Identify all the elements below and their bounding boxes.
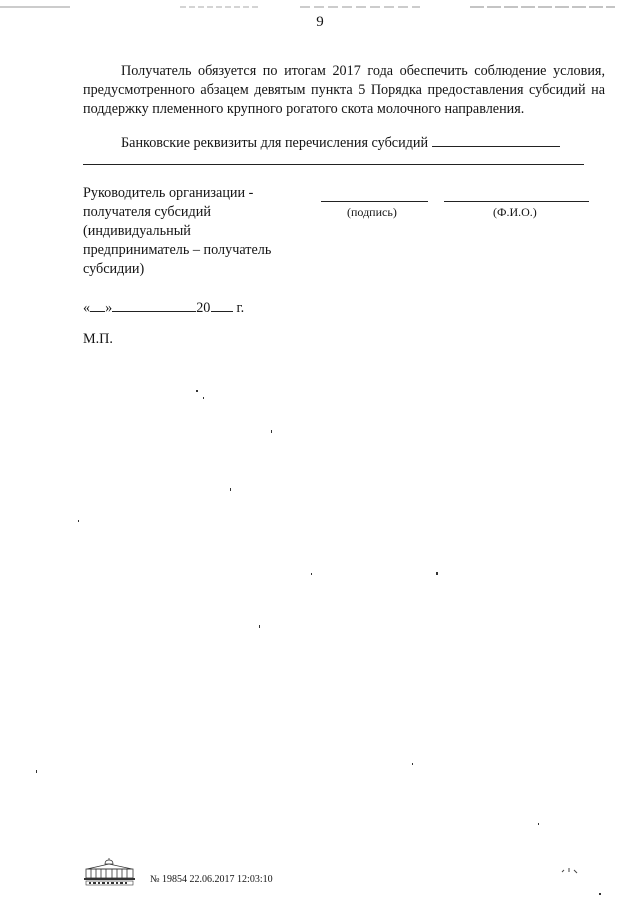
signature-caption: (подпись): [347, 205, 397, 219]
registration-number-and-timestamp: № 19854 22.06.2017 12:03:10: [150, 874, 273, 885]
date-open-quote: «: [83, 300, 91, 316]
scan-speck: [311, 573, 312, 575]
scan-speck: [599, 893, 601, 895]
bank-details-label: Банковские реквизиты для перечисления субсидий: [121, 135, 429, 151]
head-of-organization-block: [83, 184, 313, 279]
signature-blank-line: [321, 201, 428, 202]
page-number: 9: [316, 14, 324, 30]
seal-place-label: М.П.: [83, 331, 113, 347]
date-suffix: г.: [236, 300, 245, 316]
bank-details-row: [121, 134, 560, 152]
date-close-quote: »: [105, 300, 113, 316]
scan-speck: [271, 430, 272, 433]
scan-speck: [538, 823, 539, 825]
obligation-paragraph: Получатель обязуется по итогам 2017 года обеспечить соблюдение условия, предусмотренного абзацем девятым пункта 5 Порядка предоставления субсидий на поддержку племенного крупного рогатого скота молочного направления.: [83, 63, 605, 117]
scan-speck: [203, 397, 204, 399]
scan-speck: [412, 763, 413, 765]
bank-details-blank: [432, 134, 560, 147]
head-line: Руководитель организации -: [83, 185, 254, 201]
day-blank: [90, 299, 105, 312]
scan-speck: [436, 572, 438, 575]
scan-speck: [196, 390, 198, 392]
year-blank: [211, 299, 233, 312]
scan-speck: [36, 770, 37, 773]
scan-speck: [78, 520, 79, 522]
scan-top-edge: [0, 6, 640, 8]
name-caption: (Ф.И.О.): [493, 205, 537, 219]
head-line: получателя субсидий: [83, 204, 211, 220]
bank-details-blank-line: [83, 164, 584, 165]
name-blank-line: [444, 201, 589, 202]
head-line: (индивидуальный: [83, 223, 191, 239]
scan-corner-marks: [560, 864, 584, 876]
head-line: предприниматель – получатель: [83, 242, 272, 258]
year-prefix: 20: [196, 300, 211, 316]
scan-speck: [259, 625, 260, 628]
month-blank: [112, 299, 196, 312]
registry-building-stamp-icon: [82, 858, 137, 886]
head-line: субсидии): [83, 261, 145, 277]
scan-speck: [230, 488, 231, 491]
date-line: [83, 299, 244, 317]
